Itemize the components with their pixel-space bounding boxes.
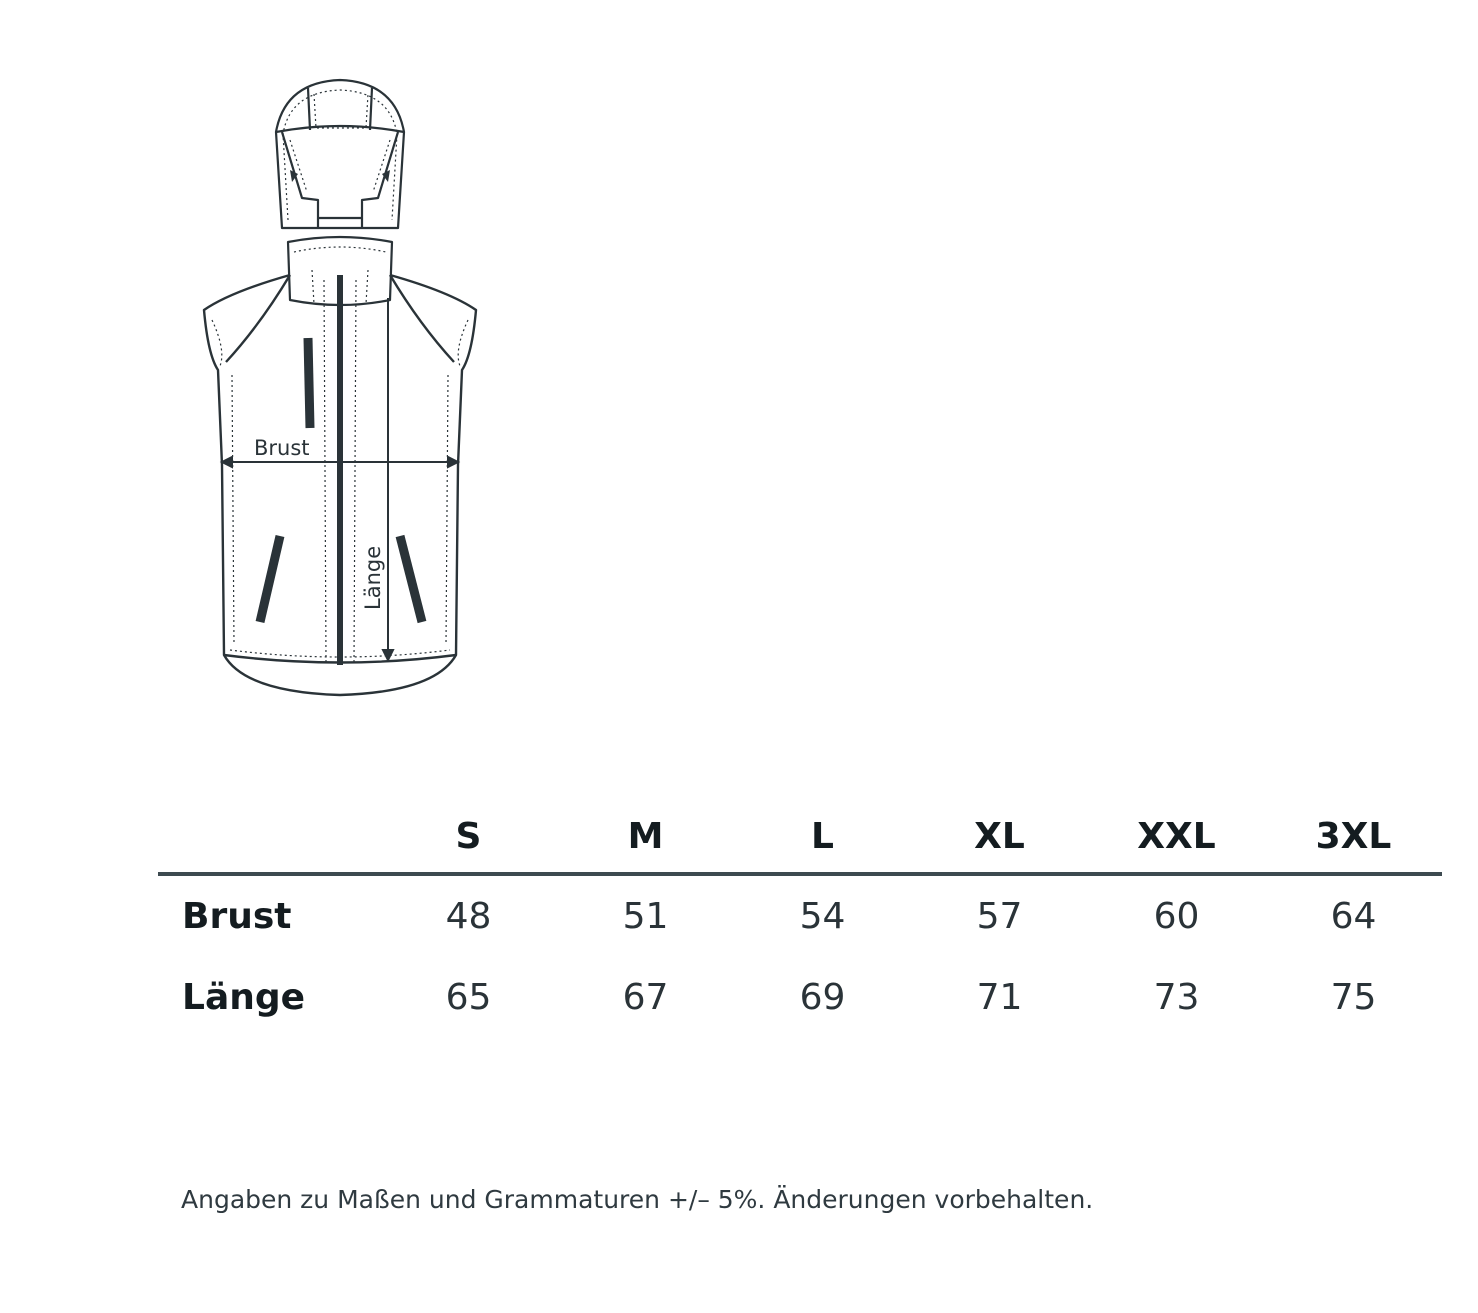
table-cell: 71 xyxy=(976,977,1023,1018)
table-cell: 60 xyxy=(1153,896,1200,937)
size-header-m: M xyxy=(557,800,734,874)
table-cell: 64 xyxy=(1330,896,1377,937)
size-header-3xl: 3XL xyxy=(1265,800,1442,874)
vest-illustration xyxy=(190,70,490,700)
chest-measurement-label: Brust xyxy=(254,436,310,460)
length-measurement-label: Länge xyxy=(361,545,385,610)
size-header-row xyxy=(158,800,1442,874)
size-header-s: S xyxy=(380,800,557,874)
row-label-length: Länge xyxy=(182,977,306,1018)
table-row-chest xyxy=(158,874,1442,957)
header-corner xyxy=(158,800,380,874)
table-row-length xyxy=(158,957,1442,1038)
size-header-xxl: XXL xyxy=(1088,800,1265,874)
table-cell: 51 xyxy=(622,896,669,937)
table-cell: 65 xyxy=(445,977,492,1018)
table-cell: 67 xyxy=(622,977,669,1018)
size-header-xl: XL xyxy=(911,800,1088,874)
footnote: Angaben zu Maßen und Grammaturen +/– 5%. Änderungen vorbehalten. xyxy=(181,1185,1094,1214)
table-cell: 48 xyxy=(445,896,492,937)
table-cell: 69 xyxy=(799,977,846,1018)
row-label-chest: Brust xyxy=(182,896,292,937)
table-cell: 57 xyxy=(976,896,1023,937)
size-header-l: L xyxy=(734,800,911,874)
size-table xyxy=(158,800,1442,1038)
table-cell: 75 xyxy=(1330,977,1377,1018)
table-cell: 73 xyxy=(1153,977,1200,1018)
vest-with-hood-icon xyxy=(190,70,490,700)
table-cell: 54 xyxy=(799,896,846,937)
